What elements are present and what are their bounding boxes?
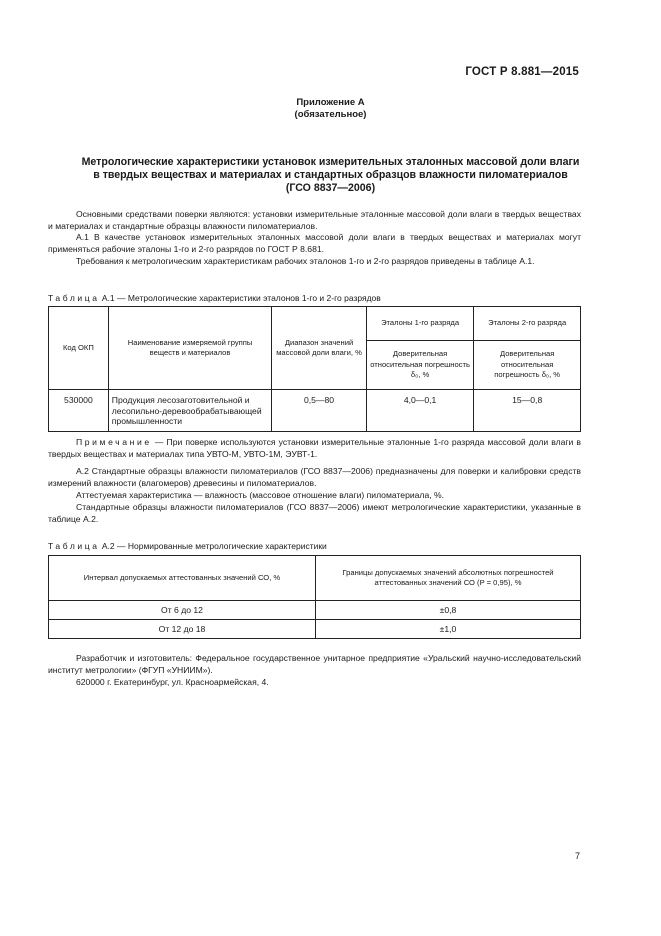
title-line-2: в твердых веществах и материалах и стандартных образцов влажности пиломатериалов: [93, 169, 568, 181]
header-limits: Границы допускаемых значений абсолютных погрешностей аттестованных значений СО (P = 0,95), %: [316, 556, 581, 601]
paragraph-a2: А.2 Стандартные образцы влажности пиломатериалов (ГСО 8837—2006) предназначены для поверки и калибровки средств измерений влажности (влагомеров) древесины и пиломатериалов.: [48, 466, 581, 488]
cell-error-2: 15—0,8: [474, 390, 581, 432]
table-a1-caption-prefix: Таблица: [48, 293, 100, 303]
annex-label: Приложение А: [296, 97, 365, 108]
cell-limit: ±0,8: [316, 601, 581, 620]
header-etalon-1: Эталоны 1-го разряда: [366, 307, 474, 341]
table-row: [49, 390, 581, 432]
table-a2: [48, 555, 581, 639]
annex-status: (обязательное): [294, 109, 367, 120]
note-prefix: Примечание: [76, 437, 152, 447]
table-a2-caption-prefix: Таблица: [48, 541, 100, 551]
paragraph-reference-materials: Стандартные образцы влажности пиломатериалов (ГСО 8837—2006) имеют метрологические характеристики, указанные в таблице А.2.: [48, 502, 581, 524]
cell-error-1: 4,0—0,1: [366, 390, 474, 432]
paragraph-a1: А.1 В качестве установок измерительных эталонных массовой доли влаги в твердых веществах и материалах могут применяться рабочие эталоны 1-го и 2-го разрядов по ГОСТ Р 8.681.: [48, 232, 581, 254]
header-etalon-2: Эталоны 2-го разряда: [474, 307, 581, 341]
cell-interval: От 6 до 12: [49, 601, 316, 620]
table-a1: [48, 306, 581, 432]
header-range: Диапазон значений массовой доли влаги, %: [272, 307, 367, 390]
header-interval: Интервал допускаемых аттестованных значений СО, %: [49, 556, 316, 601]
header-name: Наименование измеряемой группы веществ и материалов: [108, 307, 271, 390]
developer-info: Разработчик и изготовитель: Федеральное государственное унитарное предприятие «Уральский научно-исследовательский институт метрологии» (ФГУП «УНИИМ»).: [48, 653, 581, 675]
table-row: [49, 601, 581, 620]
developer-address: 620000 г. Екатеринбург, ул. Красноармейская, 4.: [76, 677, 269, 687]
paragraph-requirements: Требования к метрологическим характеристикам рабочих эталонов 1-го и 2-го разрядов приведены в таблице А.1.: [76, 256, 535, 266]
paragraph-means: Основными средствами поверки являются: установки измерительные эталонные массовой доли влаги в твердых веществах и материалах и стандартные образцы влажности пиломатериалов.: [48, 209, 581, 231]
annex-title: [48, 156, 613, 195]
table-a2-caption-text: А.2 — Нормированные метрологические характеристики: [99, 541, 327, 551]
page-number: 7: [574, 851, 580, 861]
header-error-1: Доверительная относительная погрешность δ₀, %: [366, 341, 474, 390]
table-a1-caption: [48, 293, 381, 303]
note-text: — При поверке используются установки измерительные эталонные 1-го разряда массовой доли влаги в твердых веществах и материалах типа УВТО-М, УВТО-1М, ЭУВТ-1.: [48, 437, 581, 459]
paragraph-attested: Аттестуемая характеристика — влажность (массовое отношение влаги) пиломатериала, %.: [76, 490, 445, 500]
table-a1-note: [48, 437, 581, 460]
header-code: Код ОКП: [49, 307, 109, 390]
cell-range: 0,5—80: [272, 390, 367, 432]
table-a2-caption: [48, 541, 327, 551]
header-error-2: Доверительная относительная погрешность δ₀, %: [474, 341, 581, 390]
cell-limit: ±1,0: [316, 620, 581, 639]
title-line-3: (ГСО 8837—2006): [285, 182, 376, 194]
cell-code: 530000: [49, 390, 109, 432]
cell-name: Продукция лесозаготовительной и лесопильно-деревообрабатывающей промышленности: [108, 390, 271, 432]
cell-interval: От 12 до 18: [49, 620, 316, 639]
table-a1-caption-text: А.1 — Метрологические характеристики эталонов 1-го и 2-го разрядов: [99, 293, 381, 303]
annex-heading: [0, 97, 661, 121]
title-line-1: Метрологические характеристики установок измерительных эталонных массовой доли влаги: [81, 156, 580, 168]
document-code: ГОСТ Р 8.881—2015: [465, 66, 579, 78]
table-row: [49, 620, 581, 639]
